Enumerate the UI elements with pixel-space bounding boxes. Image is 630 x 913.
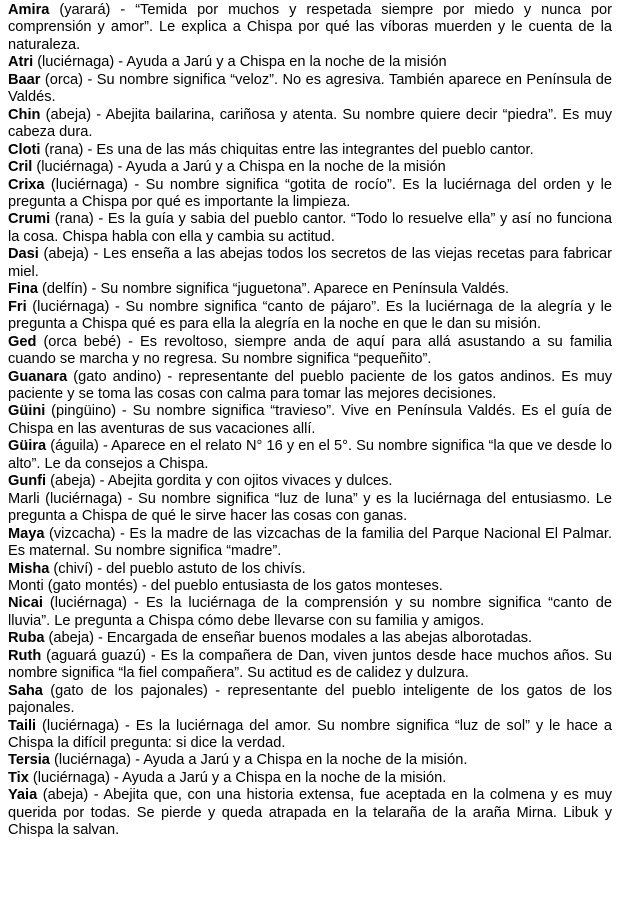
entry-description: (vizcacha) - Es la madre de las vizcachas de la familia del Parque Nacional El Palmar. Es maternal. Su nombre significa “madre”. — [8, 525, 612, 560]
entry-description: (luciérnaga) - Su nombre significa “luz de luna” y es la luciérnaga del entusiasmo. Le pregunta a Chispa de qué le sirve hacer las cosas con ganas. — [8, 490, 612, 525]
glossary-entry — [8, 299, 612, 334]
entry-name: Dasi — [8, 246, 39, 263]
glossary-entry — [8, 211, 612, 246]
entry-description: (gato de los pajonales) - representante del pueblo inteligente de los gatos de los pajonales. — [8, 682, 612, 717]
entry-description: (abeja) - Les enseña a las abejas todos los secretos de las viejas recetas para fabricar miel. — [8, 246, 612, 280]
entry-description: (rana) - Es la guía y sabia del pueblo cantor. “Todo lo resuelve ella” y así no funciona la cosa. Chispa habla con ella y cambia su actitud. — [8, 211, 612, 245]
entry-name: Fri — [8, 298, 27, 315]
entry-name: Taili — [8, 717, 37, 734]
entry-description: (orca) - Su nombre significa “veloz”. No es agresiva. También aparece en Península de Valdés. — [8, 71, 612, 106]
glossary-entry — [8, 107, 612, 142]
glossary-entry — [8, 72, 612, 107]
glossary-entry — [8, 630, 612, 647]
entry-name: Crixa — [8, 176, 45, 193]
glossary-entry — [8, 177, 612, 212]
entry-name: Chin — [8, 106, 41, 123]
entry-name: Atri — [8, 54, 34, 71]
entry-name: Cloti — [8, 141, 41, 158]
glossary-entry — [8, 770, 612, 787]
glossary-entry — [8, 473, 612, 490]
entry-name: Saha — [8, 682, 43, 699]
glossary-entry — [8, 403, 612, 438]
entry-description: (luciérnaga) - Ayuda a Jarú y a Chispa en la noche de la misión. — [49, 752, 468, 769]
character-glossary — [8, 2, 612, 840]
entry-description: (chiví) - del pueblo astuto de los chivís. — [49, 560, 306, 577]
entry-name: Crumi — [8, 211, 51, 228]
entry-description: (luciérnaga) - Su nombre significa “gotita de rocío”. Es la luciérnaga del orden y le pregunta a Chispa por qué es importante la limpieza. — [8, 176, 612, 210]
glossary-entry — [8, 2, 612, 54]
entry-name: Güira — [8, 438, 47, 455]
glossary-entry — [8, 578, 612, 595]
glossary-entry — [8, 683, 612, 718]
glossary-entry — [8, 54, 612, 71]
glossary-entry — [8, 526, 612, 561]
entry-name: Baar — [8, 71, 41, 88]
entry-description: (delfín) - Su nombre significa “juguetona”. Aparece en Península Valdés. — [38, 281, 510, 298]
entry-description: (gato andino) - representante del pueblo paciente de los gatos andinos. Es muy paciente y se toma las cosas con calma para tomar las mejores decisiones. — [8, 368, 612, 402]
glossary-entry — [8, 159, 612, 176]
glossary-entry — [8, 648, 612, 683]
entry-description: (orca bebé) - Es revoltoso, siempre anda de aquí para allá asustando a su familia cuando se marcha y no regresa. Su nombre significa “pequeñito”. — [8, 333, 612, 368]
glossary-entry — [8, 246, 612, 281]
entry-name: Tix — [8, 769, 29, 786]
entry-description: (pingüino) - Su nombre significa “travieso”. Vive en Península Valdés. Es el guía de Chispa en las aventuras de sus vacaciones allí. — [8, 403, 612, 437]
glossary-entry — [8, 281, 612, 298]
glossary-entry — [8, 491, 612, 526]
entry-description: (luciérnaga) - Es la luciérnaga de la comprensión y su nombre significa “canto de lluvia”. Le pregunta a Chispa cómo debe llevarse con su familia y amigos. — [8, 595, 612, 629]
entry-name: Monti — [8, 577, 44, 594]
entry-description: (rana) - Es una de las más chiquitas entre las integrantes del pueblo cantor. — [40, 141, 534, 158]
entry-name: Marli — [8, 490, 40, 507]
entry-description: (luciérnaga) - Es la luciérnaga del amor. Su nombre significa “luz de sol” y le hace a Chispa la difícil pregunta: si dice la verdad. — [8, 717, 612, 752]
glossary-entry — [8, 369, 612, 404]
entry-description: (abeja) - Abejita bailarina, cariñosa y atenta. Su nombre quiere decir “piedra”. Es muy cabeza dura. — [8, 106, 612, 141]
entry-description: (abeja) - Encargada de enseñar buenos modales a las abejas alborotadas. — [44, 630, 533, 647]
glossary-entry — [8, 752, 612, 769]
glossary-entry — [8, 595, 612, 630]
entry-name: Tersia — [8, 752, 50, 769]
entry-name: Gunfi — [8, 473, 47, 490]
entry-name: Güini — [8, 403, 46, 420]
entry-name: Yaia — [8, 787, 38, 804]
entry-description: (águila) - Aparece en el relato N° 16 y en el 5°. Su nombre significa “la que ve desde lo alto”. Le da consejos a Chispa. — [8, 438, 612, 472]
entry-description: (abeja) - Abejita que, con una historia extensa, fue aceptada en la colmena y es muy querida por todas. Se pierde y queda atrapada en la telaraña de la araña Mirna. Libuk y Chispa la salvan. — [8, 787, 612, 839]
entry-name: Maya — [8, 525, 45, 542]
entry-name: Cril — [8, 159, 33, 176]
glossary-entry — [8, 438, 612, 473]
entry-description: (yarará) - “Temida por muchos y respetada siempre por miedo y nunca por comprensión y amor”. Le explica a Chispa por qué las víboras muerden y le cuenta de la naturaleza. — [8, 2, 612, 53]
entry-description: (abeja) - Abejita gordita y con ojitos vivaces y dulces. — [46, 473, 393, 490]
glossary-entry — [8, 142, 612, 159]
entry-description: (luciérnaga) - Ayuda a Jarú y a Chispa en la noche de la misión — [33, 54, 447, 71]
entry-name: Ruba — [8, 630, 45, 647]
entry-description: (luciérnaga) - Ayuda a Jarú y a Chispa en la noche de la misión. — [28, 769, 447, 786]
glossary-entry — [8, 334, 612, 369]
entry-description: (luciérnaga) - Su nombre significa “canto de pájaro”. Es la luciérnaga de la alegría y le pregunta a Chispa qué es para ella la alegría en la noche en que le dan su misión. — [8, 298, 612, 333]
entry-name: Amira — [8, 2, 50, 18]
entry-name: Guanara — [8, 368, 68, 385]
entry-name: Ged — [8, 333, 37, 350]
entry-name: Ruth — [8, 647, 42, 664]
glossary-entry — [8, 561, 612, 578]
glossary-entry — [8, 718, 612, 753]
entry-description: (aguará guazú) - Es la compañera de Dan, viven juntos desde hace muchos años. Su nombre significa “la fiel compañera”. Su actitud es de calidez y dulzura. — [8, 647, 612, 682]
glossary-entry — [8, 787, 612, 839]
entry-name: Nicai — [8, 595, 43, 612]
entry-name: Fina — [8, 281, 38, 298]
entry-name: Misha — [8, 560, 50, 577]
entry-description: (gato montés) - del pueblo entusiasta de los gatos monteses. — [43, 577, 443, 594]
entry-description: (luciérnaga) - Ayuda a Jarú y a Chispa en la noche de la misión — [32, 159, 446, 176]
